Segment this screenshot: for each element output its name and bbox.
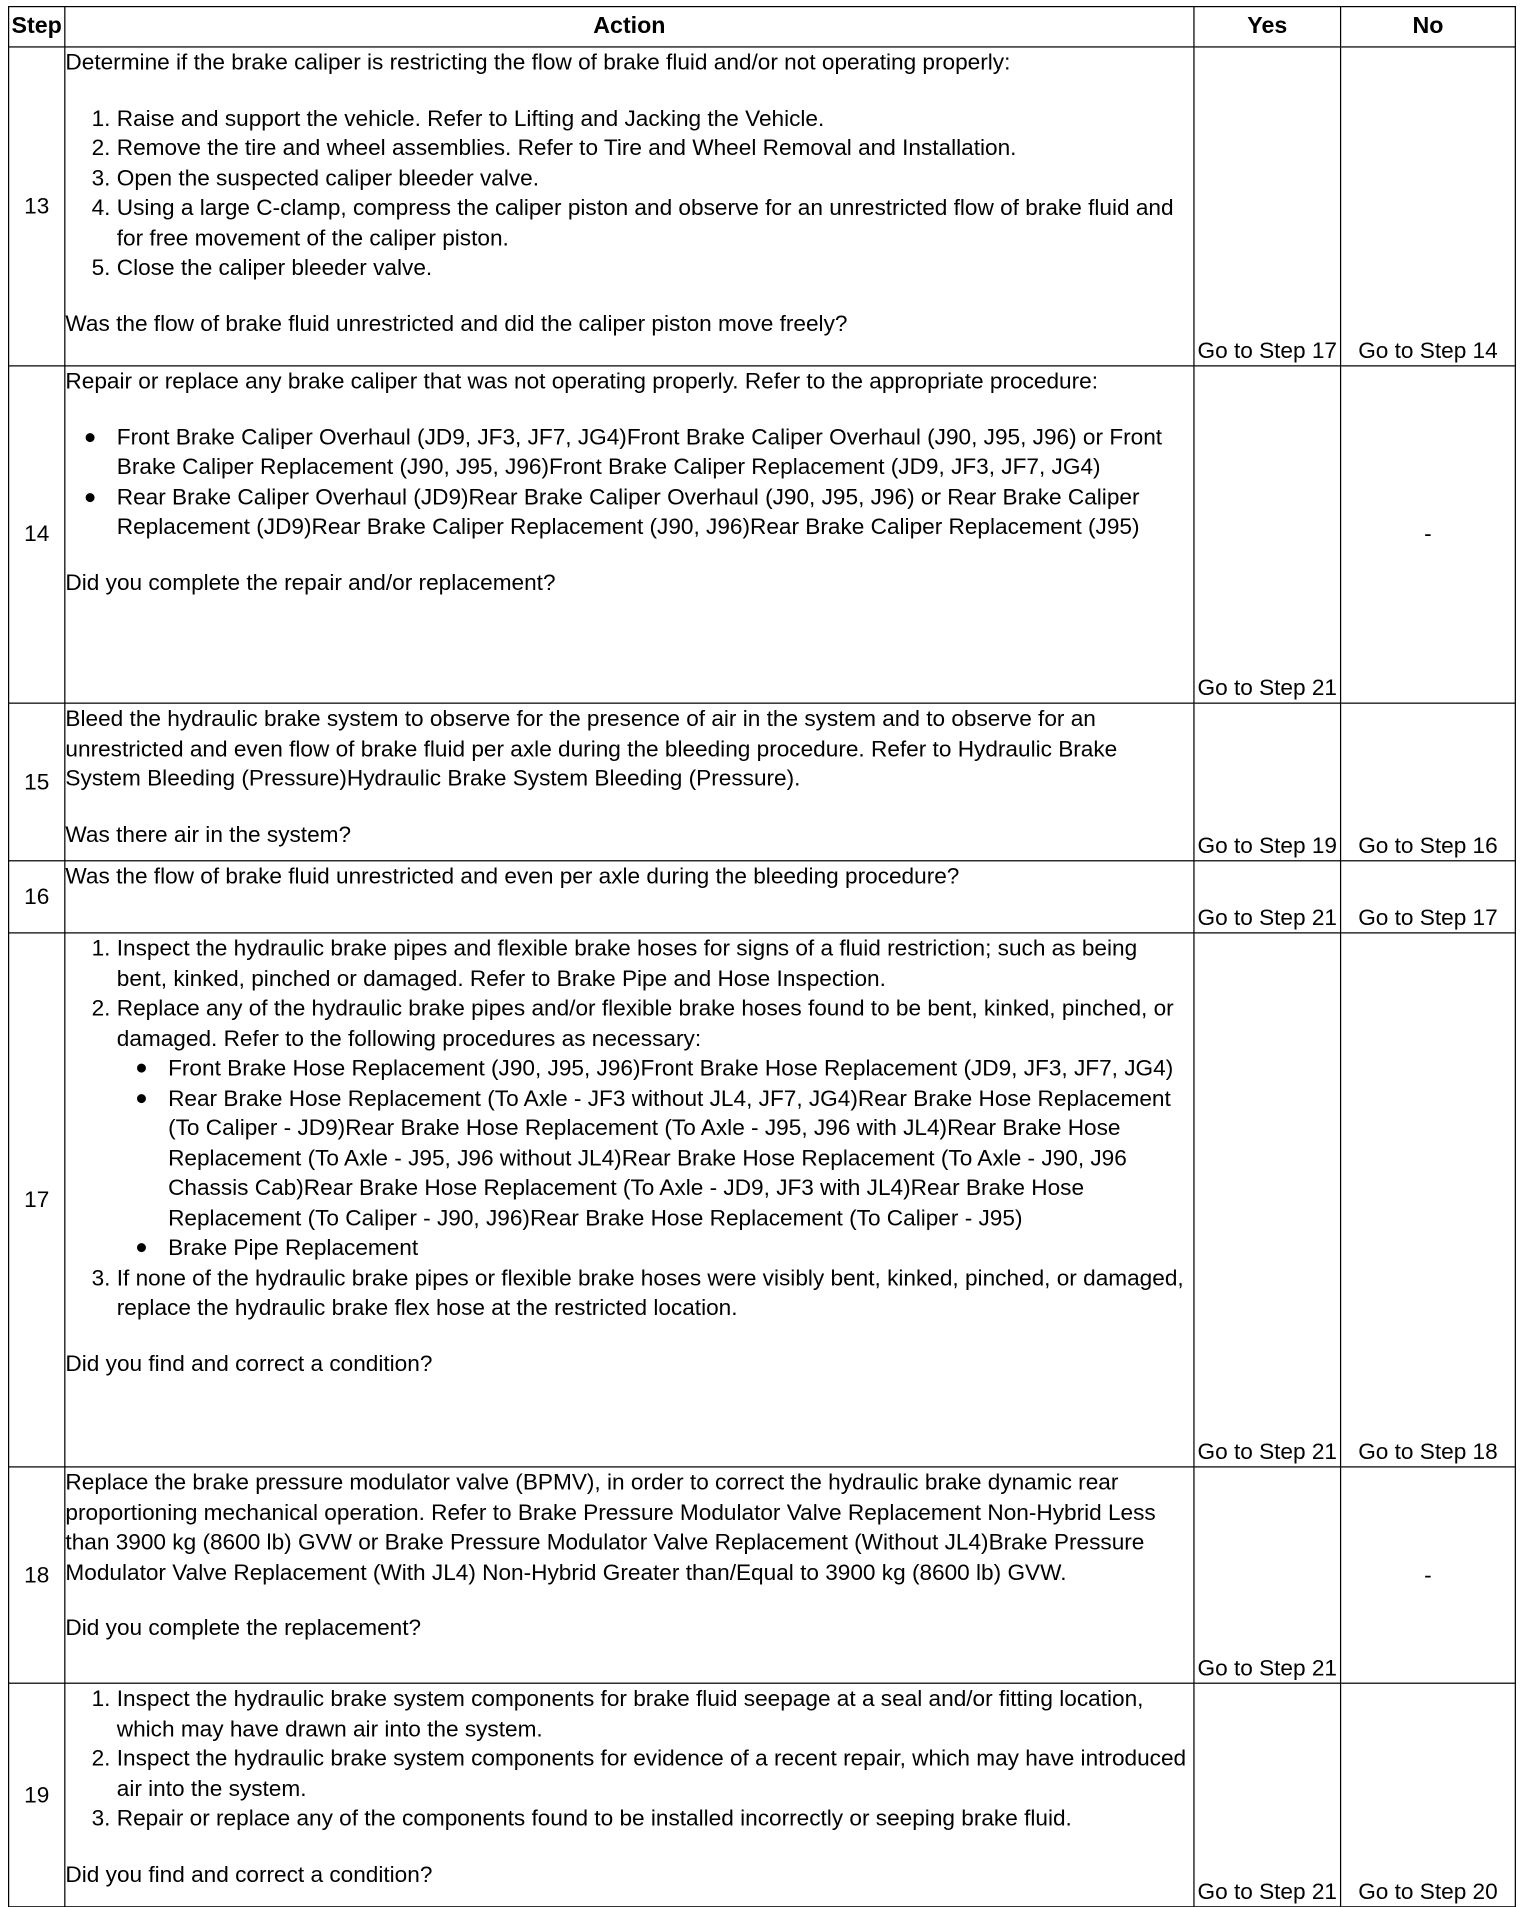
- action-question: Did you complete the replacement?: [65, 1614, 422, 1640]
- step-number: 19: [9, 1683, 65, 1907]
- action-cell: [65, 47, 1194, 366]
- list-item: ● Rear Brake Hose Replacement (To Axle - JF3 without JL4, JF7, JG4)Rear Brake Hose Replacement (To Caliper - JD9)Rear Brake Hose Replacement (To Axle - J95, J96 with JL4)Rear Brake Hose Replacement (To Axle - J95, J96 without JL4)Rear Brake Hose Replacement (To Axle - J90, J96 Chassis Cab)Rear Brake Hose Replacement (To Axle - JD9, JF3 with JL4)Rear Brake Hose Replacement (To Caliper - J90, J96)Rear Brake Hose Replacement (To Caliper - J95): [168, 1083, 1193, 1233]
- list-item-text: Replace any of the hydraulic brake pipes and/or flexible brake hoses found to be bent, kinked, pinched, or damaged. Refer to the following procedures as necessary:: [116, 994, 1174, 1051]
- list-item: ● Brake Pipe Replacement: [168, 1233, 1193, 1263]
- yes-cell: Go to Step 17: [1194, 47, 1341, 366]
- numbered-list: [65, 933, 1193, 1322]
- yes-cell: Go to Step 21: [1194, 366, 1341, 703]
- list-item: 1. Inspect the hydraulic brake pipes and flexible brake hoses for signs of a fluid restriction; such as being bent, kinked, pinched or damaged. Refer to Brake Pipe and Hose Inspection.: [117, 933, 1194, 993]
- diagnostic-table: [8, 6, 1516, 1907]
- list-item: 1. Inspect the hydraulic brake system components for brake fluid seepage at a seal and/or fitting location, which may have drawn air into the system.: [117, 1684, 1194, 1744]
- no-cell: -: [1341, 1467, 1516, 1683]
- no-cell: Go to Step 14: [1341, 47, 1516, 366]
- header-action: Action: [65, 7, 1194, 47]
- list-item: 5. Close the caliper bleeder valve.: [117, 253, 1194, 283]
- step-number: 13: [9, 47, 65, 366]
- action-cell: [65, 703, 1194, 861]
- step-number: 15: [9, 703, 65, 861]
- yes-cell: Go to Step 21: [1194, 1683, 1341, 1907]
- no-cell: Go to Step 17: [1341, 861, 1516, 933]
- action-question: Was the flow of brake fluid unrestricted and even per axle during the bleeding procedure?: [65, 862, 960, 889]
- step-number: 18: [9, 1467, 65, 1683]
- header-no: No: [1341, 7, 1516, 47]
- table-row-step-13: [9, 47, 1516, 366]
- table-row-step-17: [9, 933, 1516, 1467]
- action-question: Was the flow of brake fluid unrestricted and did the caliper piston move freely?: [65, 309, 848, 336]
- action-cell: [65, 861, 1194, 933]
- action-intro: Replace the brake pressure modulator valve (BPMV), in order to correct the hydraulic brake dynamic rear proportioning mechanical operation. Refer to Brake Pressure Modulator Valve Replacement Non-Hybrid Less than 3900 kg (8600 lb) GVW or Brake Pressure Modulator Valve Replacement (Without JL4)Brake Pressure Modulator Valve Replacement (With JL4) Non-Hybrid Greater than/Equal to 3900 kg (8600 lb) GVW.: [65, 1468, 1156, 1585]
- table-row-step-18: [9, 1467, 1516, 1683]
- action-cell: [65, 933, 1194, 1467]
- bullet-list: [65, 422, 1193, 542]
- action-intro: Determine if the brake caliper is restricting the flow of brake fluid and/or not operating properly:: [65, 48, 1011, 75]
- step-number: 17: [9, 933, 65, 1467]
- table-row-step-14: [9, 366, 1516, 703]
- list-item: 3. Repair or replace any of the components found to be installed incorrectly or seeping brake fluid.: [117, 1804, 1194, 1834]
- table-header-row: [9, 7, 1516, 47]
- action-cell: [65, 366, 1194, 703]
- action-question: Did you complete the repair and/or replacement?: [65, 568, 556, 595]
- step-number: 16: [9, 861, 65, 933]
- no-cell: -: [1341, 366, 1516, 703]
- list-item: ● Front Brake Caliper Overhaul (JD9, JF3, JF7, JG4)Front Brake Caliper Overhaul (J90, J95, J96) or Front Brake Caliper Replacement (J90, J95, J96)Front Brake Caliper Replacement (JD9, JF3, JF7, JG4): [117, 422, 1194, 482]
- list-item: 1. Raise and support the vehicle. Refer to Lifting and Jacking the Vehicle.: [117, 103, 1194, 133]
- list-item: 2. Inspect the hydraulic brake system components for evidence of a recent repair, which may have introduced air into the system.: [117, 1744, 1194, 1804]
- list-item: ● Rear Brake Caliper Overhaul (JD9)Rear Brake Caliper Overhaul (J90, J95, J96) or Rear Brake Caliper Replacement (JD9)Rear Brake Caliper Replacement (J90, J96)Rear Brake Caliper Replacement (J95): [117, 482, 1194, 542]
- list-item: 2. Remove the tire and wheel assemblies. Refer to Tire and Wheel Removal and Installation.: [117, 133, 1194, 163]
- procedure-sheet: [8, 6, 1516, 1907]
- list-item: [117, 993, 1194, 1262]
- no-cell: Go to Step 16: [1341, 703, 1516, 861]
- list-item: 4. Using a large C-clamp, compress the caliper piston and observe for an unrestricted flow of brake fluid and for free movement of the caliper piston.: [117, 193, 1194, 253]
- yes-cell: Go to Step 21: [1194, 1467, 1341, 1683]
- table-row-step-15: [9, 703, 1516, 861]
- bullet-list: [117, 1053, 1194, 1263]
- action-question: Did you find and correct a condition?: [65, 1349, 433, 1376]
- yes-cell: Go to Step 19: [1194, 703, 1341, 861]
- yes-cell: Go to Step 21: [1194, 933, 1341, 1467]
- list-item: ● Front Brake Hose Replacement (J90, J95, J96)Front Brake Hose Replacement (JD9, JF3, JF7, JG4): [168, 1053, 1193, 1083]
- no-cell: Go to Step 20: [1341, 1683, 1516, 1907]
- table-row-step-19: [9, 1683, 1516, 1907]
- list-item: 3. Open the suspected caliper bleeder valve.: [117, 163, 1194, 193]
- header-yes: Yes: [1194, 7, 1341, 47]
- numbered-list: [65, 103, 1193, 283]
- action-cell: [65, 1683, 1194, 1907]
- no-cell: Go to Step 18: [1341, 933, 1516, 1467]
- action-question: Was there air in the system?: [65, 820, 352, 847]
- list-item: 3. If none of the hydraulic brake pipes or flexible brake hoses were visibly bent, kinked, pinched, or damaged, replace the hydraulic brake flex hose at the restricted location.: [117, 1263, 1194, 1323]
- table-row-step-16: [9, 861, 1516, 933]
- action-intro: Bleed the hydraulic brake system to observe for the presence of air in the system and to observe for an unrestricted and even flow of brake fluid per axle during the bleeding procedure. Refer to Hydraulic Brake System Bleeding (Pressure)Hydraulic Brake System Bleeding (Pressure).: [65, 704, 1118, 791]
- action-question: Did you find and correct a condition?: [65, 1860, 433, 1887]
- action-cell: [65, 1467, 1194, 1683]
- action-intro: Repair or replace any brake caliper that was not operating properly. Refer to the appropriate procedure:: [65, 367, 1098, 394]
- step-number: 14: [9, 366, 65, 703]
- yes-cell: Go to Step 21: [1194, 861, 1341, 933]
- header-step: Step: [9, 7, 65, 47]
- numbered-list: [65, 1684, 1193, 1834]
